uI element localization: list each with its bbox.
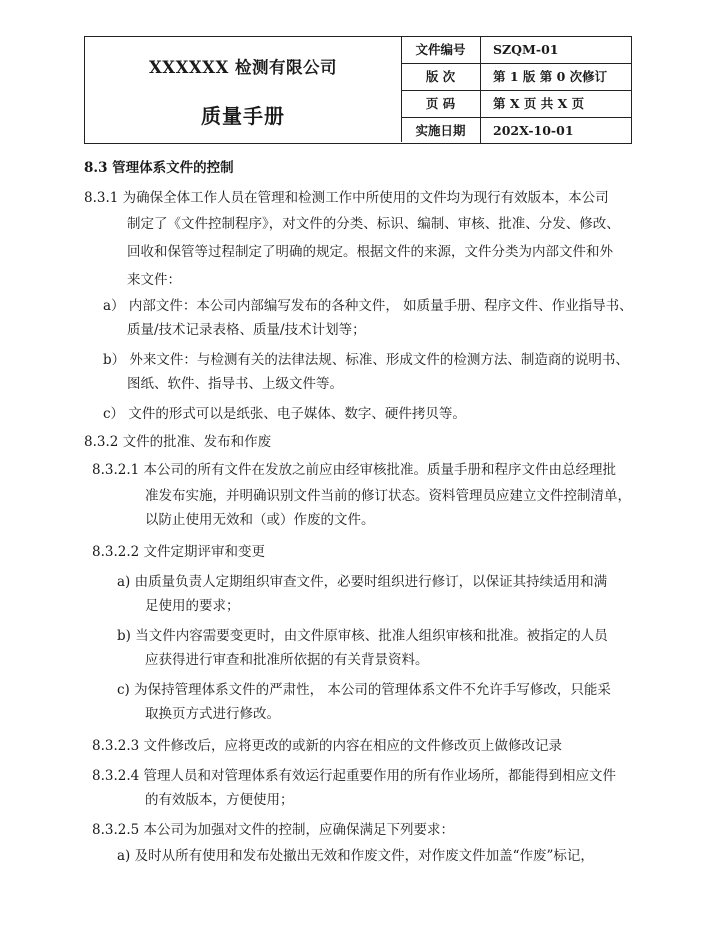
edition-label: 版 次	[401, 64, 481, 90]
page-label: 页 码	[401, 91, 481, 117]
paragraph-line: 质量/技术记录表格、质量/技术计划等；	[127, 322, 366, 338]
effective-date-value: 202X-10-01	[493, 123, 574, 138]
paragraph-line: 来文件：	[127, 272, 181, 288]
doc-number-value: SZQM-01	[493, 42, 559, 57]
list-item: a） 内部文件：本公司内部编写发布的各种文件， 如质量手册、程序文件、作业指导书、	[103, 298, 633, 314]
edition-value: 第 1 版 第 0 次修订	[493, 69, 608, 84]
paragraph-line: 以防止使用无效和（或）作废的文件。	[145, 512, 375, 528]
subsection-heading: 8.3.2.2 文件定期评审和变更	[92, 544, 266, 560]
manual-title: 质量手册	[201, 104, 285, 128]
document-header-table	[84, 36, 632, 144]
company-name: XXXXXX 检测有限公司	[148, 58, 338, 77]
list-item: b） 外来文件：与检测有关的法律法规、标准、形成文件的检测方法、制造商的说明书、	[103, 352, 629, 368]
paragraph-line: 8.3.2.1 本公司的所有文件在发放之前应由经审核批准。质量手册和程序文件由总经理批	[92, 462, 617, 478]
section-heading: 8.3 管理体系文件的控制	[84, 160, 234, 176]
paragraph-line: 8.3.2.4 管理人员和对管理体系有效运行起重要作用的所有作业场所，都能得到相应文件	[92, 768, 617, 784]
paragraph-line: 取换页方式进行修改。	[145, 706, 280, 722]
doc-number-label: 文件编号	[401, 37, 481, 63]
list-item: a) 及时从所有使用和发布处撤出无效和作废文件，对作废文件加盖“作废”标记，	[117, 848, 594, 864]
paragraph-line: 足使用的要求；	[145, 598, 240, 614]
paragraph-line: 制定了《文件控制程序》，对文件的分类、标识、编制、审核、批准、分发、修改、	[127, 216, 620, 232]
paragraph-line: 准发布实施，并明确识别文件当前的修订状态。资料管理员应建立文件控制清单，	[145, 488, 631, 504]
list-item: a) 由质量负责人定期组织审查文件，必要时组织进行修订，以保证其持续适用和满	[117, 574, 608, 590]
page-value: 第 X 页 共 X 页	[493, 96, 585, 111]
header-title-cell	[85, 37, 402, 142]
paragraph-line: 的有效版本，方便使用；	[145, 792, 294, 808]
list-item: c） 文件的形式可以是纸张、电子媒体、数字、硬件拷贝等。	[103, 406, 466, 422]
list-item: c) 为保持管理体系文件的严肃性， 本公司的管理体系文件不允许手写修改，只能采	[117, 682, 611, 698]
paragraph-line: 回收和保管等过程制定了明确的规定。根据文件的来源，文件分类为内部文件和外	[127, 244, 613, 260]
paragraph-line: 8.3.1 为确保全体工作人员在管理和检测工作中所使用的文件均为现行有效版本，本公司	[84, 190, 609, 206]
paragraph-line: 8.3.2.3 文件修改后，应将更改的或新的内容在相应的文件修改页上做修改记录	[92, 738, 563, 754]
effective-date-label: 实施日期	[401, 118, 481, 144]
paragraph-line: 8.3.2.5 本公司为加强对文件的控制，应确保满足下列要求：	[92, 822, 455, 838]
subsection-heading: 8.3.2 文件的批准、发布和作废	[84, 434, 272, 450]
list-item: b) 当文件内容需要变更时，由文件原审核、批准人组织审核和批准。被指定的人员	[117, 628, 608, 644]
paragraph-line: 图纸、软件、指导书、上级文件等。	[127, 376, 343, 392]
paragraph-line: 应获得进行审查和批准所依据的有关背景资料。	[145, 652, 429, 668]
